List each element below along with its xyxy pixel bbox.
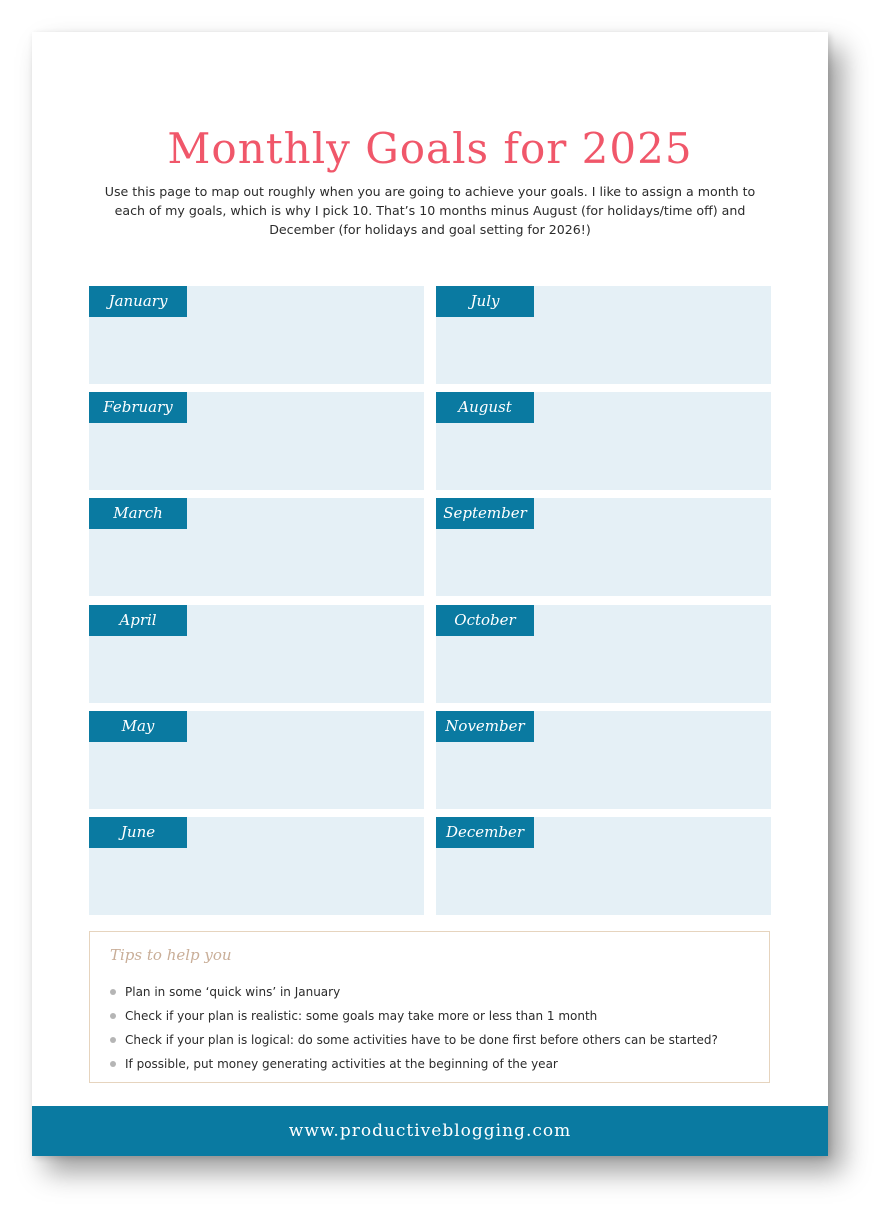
month-box-january[interactable] [89, 286, 424, 384]
month-label: February [89, 392, 187, 423]
month-box-august[interactable] [436, 392, 771, 490]
month-label: August [436, 392, 534, 423]
month-label: June [89, 817, 187, 848]
tip-text: Check if your plan is realistic: some goals may take more or less than 1 month [125, 1009, 598, 1023]
month-label: December [436, 817, 534, 848]
month-box-november[interactable] [436, 711, 771, 809]
tip-item [110, 1052, 718, 1076]
tips-panel [89, 931, 770, 1083]
tip-item [110, 1028, 718, 1052]
tip-text: Plan in some ‘quick wins’ in January [125, 985, 341, 999]
tips-list [110, 980, 718, 1076]
tip-item [110, 980, 718, 1004]
month-box-may[interactable] [89, 711, 424, 809]
month-box-july[interactable] [436, 286, 771, 384]
footer-bar [32, 1106, 828, 1156]
month-label: January [89, 286, 187, 317]
month-label: April [89, 605, 187, 636]
worksheet-page [32, 32, 828, 1156]
month-label: May [89, 711, 187, 742]
month-box-april[interactable] [89, 605, 424, 703]
bullet-icon [110, 989, 116, 995]
month-label: September [436, 498, 534, 529]
month-box-march[interactable] [89, 498, 424, 596]
page-title: Monthly Goals for 2025 [167, 124, 693, 173]
bullet-icon [110, 1037, 116, 1043]
month-box-september[interactable] [436, 498, 771, 596]
month-box-october[interactable] [436, 605, 771, 703]
bullet-icon [110, 1013, 116, 1019]
month-label: October [436, 605, 534, 636]
month-label: July [436, 286, 534, 317]
month-label: November [436, 711, 534, 742]
month-box-december[interactable] [436, 817, 771, 915]
tips-title: Tips to help you [110, 946, 232, 964]
bullet-icon [110, 1061, 116, 1067]
tip-text: If possible, put money generating activities at the beginning of the year [125, 1057, 558, 1071]
month-label: March [89, 498, 187, 529]
month-box-february[interactable] [89, 392, 424, 490]
tip-item [110, 1004, 718, 1028]
month-box-june[interactable] [89, 817, 424, 915]
footer-url[interactable]: www.productiveblogging.com [288, 1121, 572, 1141]
tip-text: Check if your plan is logical: do some activities have to be done first before others can be started? [125, 1033, 718, 1047]
intro-text: Use this page to map out roughly when you are going to achieve your goals. I like to assign a month to each of my goals, which is why I pick 10. That’s 10 months minus August (for holidays/time off) and December (for holidays and goal setting for 2026!) [104, 184, 756, 237]
